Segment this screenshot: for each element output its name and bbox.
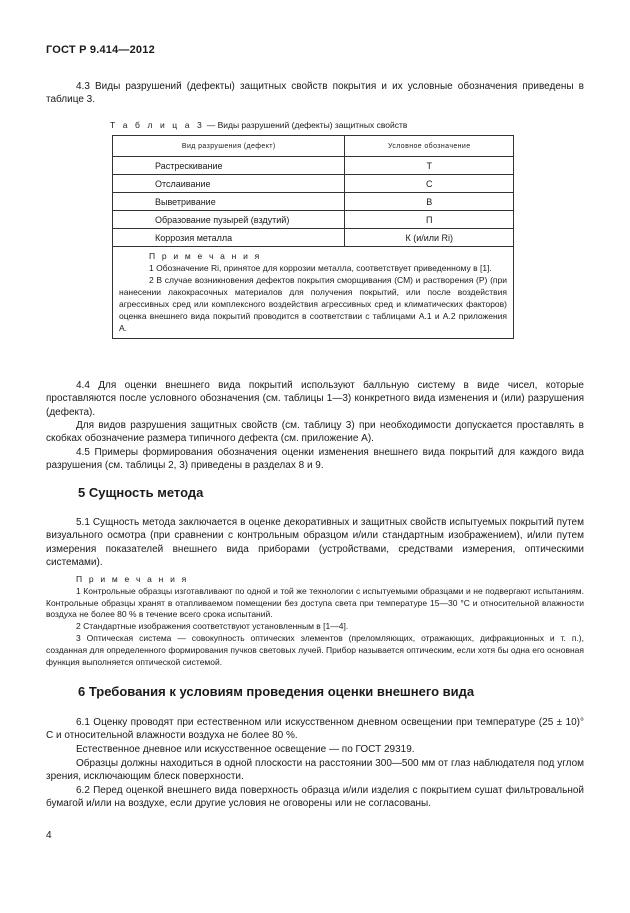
paragraph-6-2: 6.2 Перед оценкой внешнего вида поверхность образца и/или изделия с покрытием сушат фильтровальной бумагой и/или на воздухе, если другие условия не оговорены или не согласованы. bbox=[46, 785, 584, 810]
table-row bbox=[113, 193, 514, 211]
paragraph-4-3: 4.3 Виды разрушений (дефекты) защитных свойств покрытия и их условные обозначения приведены в таблице 3. bbox=[46, 81, 584, 106]
paragraph-4-5: 4.5 Примеры формирования обозначения оценки изменения внешнего вида покрытий для каждого вида разрушения (см. таблицы 2, 3) приведены в разделах 8 и 9. bbox=[46, 447, 584, 472]
table-3 bbox=[112, 135, 514, 339]
section-5-note-1: 1 Контрольные образцы изготавливают по одной и той же технологии с испытуемыми образцами и не подвергают испытаниям. Контрольные образцы хранят в отапливаемом помещении без доступа света при температуре 15—30 °С и относительной влажности воздуха не более 80 % в течение всего срока испытаний. bbox=[46, 585, 584, 620]
defect-code-cell: П bbox=[345, 211, 514, 229]
section-5-heading: 5 Сущность метода bbox=[78, 485, 204, 500]
table-row bbox=[113, 229, 514, 247]
table-caption-label: Т а б л и ц а 3 bbox=[110, 120, 205, 130]
paragraph-4-4: 4.4 Для оценки внешнего вида покрытий используют балльную систему в виде чисел, которые проставляются после условного обозначения (см. таблицы 1—3) конкретного вида изменения и (или) разрушения (дефекта). bbox=[46, 380, 584, 418]
defect-name-cell: Растрескивание bbox=[113, 157, 345, 175]
defect-code-cell: В bbox=[345, 193, 514, 211]
table-note-1: 1 Обозначение Ri, принятое для коррозии металла, соответствует приведенному в [1]. bbox=[149, 263, 492, 273]
table-caption-text: — Виды разрушений (дефекты) защитных свойств bbox=[204, 120, 408, 130]
defect-code-cell: С bbox=[345, 175, 514, 193]
column-header-defect: Вид разрушения (дефект) bbox=[113, 136, 345, 157]
paragraph-4-4-cont: Для видов разрушения защитных свойств (см. таблицу 3) при необходимости допускается проставлять в скобках обозначение размера типичного дефекта (см. приложение А). bbox=[46, 420, 584, 445]
defect-name-cell: Образование пузырей (вздутий) bbox=[113, 211, 345, 229]
table-note-2: 2 В случае возникновения дефектов покрытия сморщивания (СМ) и растворения (Р) (при нанесении лакокрасочных материалов для получения покрытий, или после воздействия агрессивных сред или комплексного воздействия агрессивных сред и климатических факторов) оценка внешнего вида покрытий проводится в соответствии с таблицами А.1 и А.2 приложения А. bbox=[119, 275, 507, 333]
paragraph-6-1: 6.1 Оценку проводят при естественном или искусственном дневном освещении при температуре (25 ± 10)° С и относительной влажности воздуха не более 80 %. bbox=[46, 717, 584, 742]
table-header-row bbox=[113, 136, 514, 157]
section-5-note-3: 3 Оптическая система — совокупность оптических элементов (преломляющих, отражающих, дифракционных и т. п.), созданная для определенного формирования пучков световых лучей. Прибор называется оптическим, если хотя бы одна его основная функция выполняется оптической системой. bbox=[46, 632, 584, 667]
page-number: 4 bbox=[46, 830, 52, 841]
table-notes-row bbox=[113, 247, 514, 339]
table-row bbox=[113, 211, 514, 229]
table-caption bbox=[110, 120, 407, 130]
defect-name-cell: Отслаивание bbox=[113, 175, 345, 193]
section-5-notes-title: П р и м е ч а н и я bbox=[76, 574, 189, 584]
document-header: ГОСТ Р 9.414—2012 bbox=[46, 44, 155, 56]
paragraph-5-1: 5.1 Сущность метода заключается в оценке декоративных и защитных свойств испытуемых покрытий путем визуального осмотра (при сравнении с контрольным образцом и/или стандартным изображением), и/или путем измерения показателей внешнего вида приборами (устройствами, средствами измерения, оптическими системами). bbox=[46, 517, 584, 568]
defect-name-cell: Коррозия металла bbox=[113, 229, 345, 247]
paragraph-6-1-distance: Образцы должны находиться в одной плоскости на расстоянии 300—500 мм от глаз наблюдателя под углом зрения, исключающим блеск поверхности. bbox=[46, 758, 584, 783]
section-5-notes bbox=[46, 574, 584, 668]
defect-code-cell: Т bbox=[345, 157, 514, 175]
table-row bbox=[113, 175, 514, 193]
section-5-note-2: 2 Стандартные изображения соответствуют установленным в [1—4]. bbox=[76, 621, 349, 632]
defect-code-cell: К (и/или Ri) bbox=[345, 229, 514, 247]
section-6-heading: 6 Требования к условиям проведения оценки внешнего вида bbox=[78, 684, 475, 699]
column-header-code: Условное обозначение bbox=[345, 136, 514, 157]
table-notes bbox=[113, 247, 514, 339]
table-notes-title: П р и м е ч а н и я bbox=[149, 251, 262, 261]
defect-name-cell: Выветривание bbox=[113, 193, 345, 211]
table-row bbox=[113, 157, 514, 175]
paragraph-6-1-lighting: Естественное дневное или искусственное освещение — по ГОСТ 29319. bbox=[76, 744, 415, 755]
